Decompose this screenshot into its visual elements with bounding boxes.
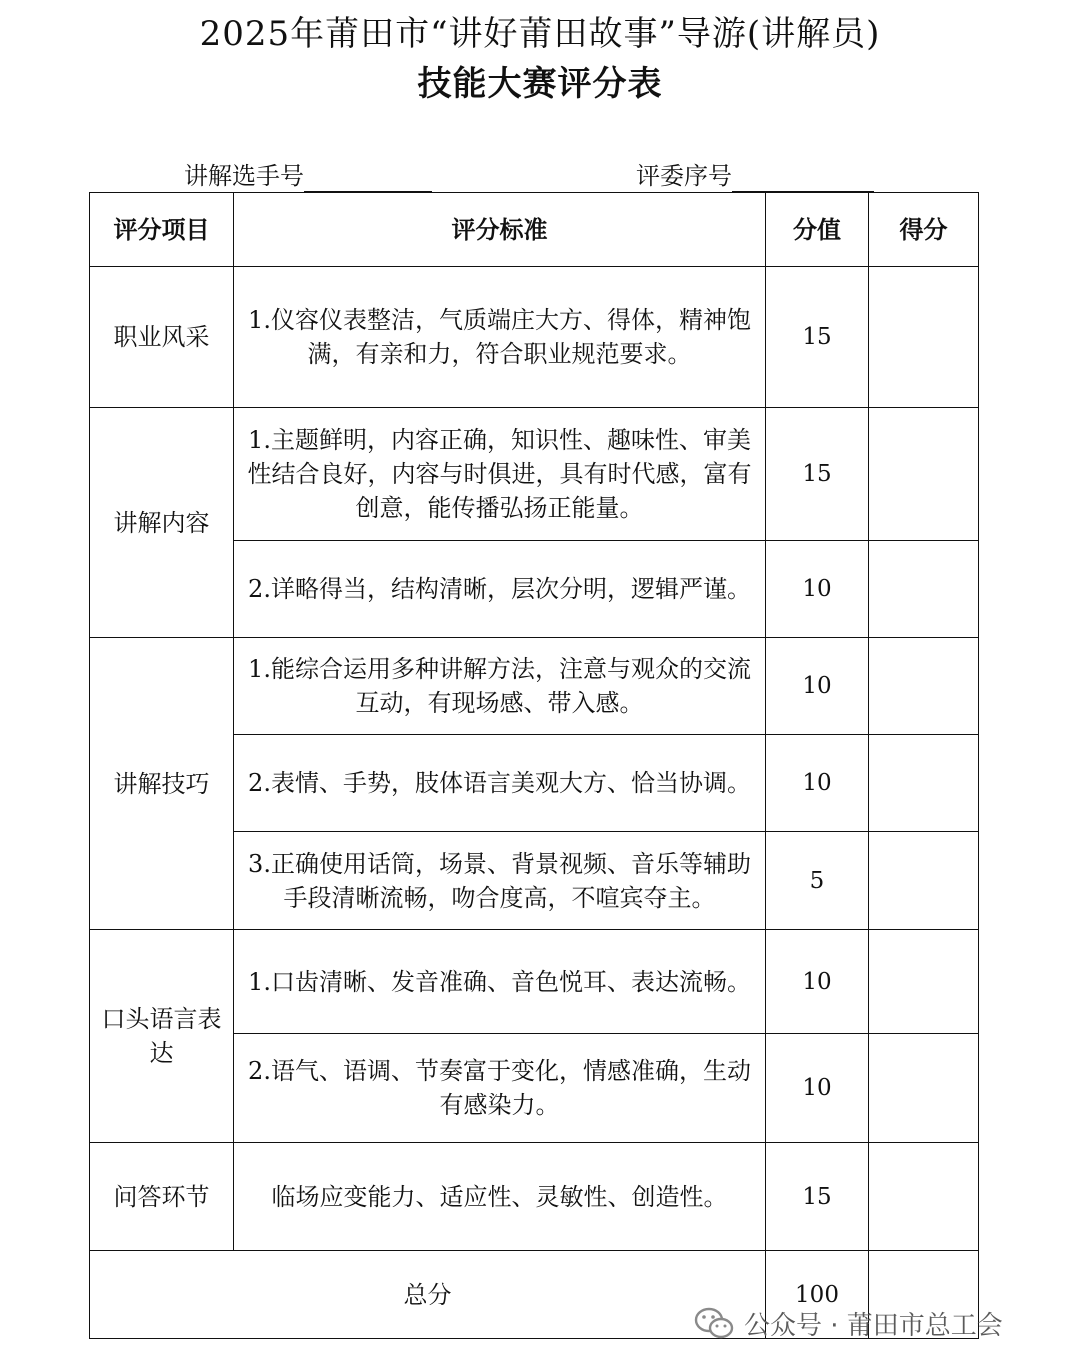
category-cell: 讲解内容 — [90, 408, 234, 638]
table-row — [90, 267, 979, 408]
score-cell[interactable] — [869, 832, 979, 930]
points-cell: 10 — [766, 638, 869, 735]
header-item: 评分项目 — [90, 193, 234, 267]
score-cell[interactable] — [869, 1143, 979, 1251]
wechat-icon — [694, 1305, 734, 1341]
points-cell: 15 — [766, 1143, 869, 1251]
total-label: 总分 — [90, 1251, 766, 1339]
criteria-cell: 1.主题鲜明，内容正确，知识性、趣味性、审美性结合良好，内容与时俱进，具有时代感，富有创意，能传播弘扬正能量。 — [234, 408, 766, 541]
contestant-number-blank — [304, 165, 432, 192]
score-cell[interactable] — [869, 638, 979, 735]
judge-number-label: 评委序号 — [636, 162, 732, 190]
criteria-cell: 2.语气、语调、节奏富于变化，情感准确，生动有感染力。 — [234, 1034, 766, 1143]
score-cell[interactable] — [869, 267, 979, 408]
table-row — [90, 1143, 979, 1251]
score-cell[interactable] — [869, 930, 979, 1034]
judge-number-blank — [732, 165, 874, 192]
contestant-number-field — [184, 160, 432, 192]
points-cell: 10 — [766, 1034, 869, 1143]
criteria-cell: 3.正确使用话筒，场景、背景视频、音乐等辅助手段清晰流畅，吻合度高，不喧宾夺主。 — [234, 832, 766, 930]
header-score: 得分 — [869, 193, 979, 267]
criteria-cell: 临场应变能力、适应性、灵敏性、创造性。 — [234, 1143, 766, 1251]
score-cell[interactable] — [869, 735, 979, 832]
watermark — [694, 1301, 1003, 1345]
header-criteria: 评分标准 — [234, 193, 766, 267]
header-points: 分值 — [766, 193, 869, 267]
points-cell: 5 — [766, 832, 869, 930]
criteria-cell: 1.能综合运用多种讲解方法，注意与观众的交流互动，有现场感、带入感。 — [234, 638, 766, 735]
watermark-text: 公众号 · 莆田市总工会 — [744, 1310, 1003, 1341]
contestant-number-label: 讲解选手号 — [184, 162, 304, 190]
category-cell: 口头语言表达 — [90, 930, 234, 1143]
score-cell[interactable] — [869, 541, 979, 638]
category-cell: 职业风采 — [90, 267, 234, 408]
table-row — [90, 408, 979, 541]
total-points: 100 — [766, 1251, 869, 1339]
points-cell: 15 — [766, 267, 869, 408]
judge-number-field — [636, 160, 874, 192]
page-title: 2025年莆田市“讲好莆田故事”导游(讲解员) — [199, 14, 881, 54]
criteria-cell: 1.口齿清晰、发音准确、音色悦耳、表达流畅。 — [234, 930, 766, 1034]
page-subtitle: 技能大赛评分表 — [417, 64, 663, 104]
score-table — [89, 192, 979, 1339]
category-cell: 讲解技巧 — [90, 638, 234, 930]
criteria-cell: 2.表情、手势，肢体语言美观大方、恰当协调。 — [234, 735, 766, 832]
table-row — [90, 930, 979, 1034]
criteria-cell: 1.仪容仪表整洁，气质端庄大方、得体，精神饱满，有亲和力，符合职业规范要求。 — [234, 267, 766, 408]
points-cell: 10 — [766, 735, 869, 832]
criteria-cell: 2.详略得当，结构清晰，层次分明，逻辑严谨。 — [234, 541, 766, 638]
header-row — [90, 193, 979, 267]
table-row — [90, 638, 979, 735]
points-cell: 10 — [766, 930, 869, 1034]
score-cell[interactable] — [869, 1034, 979, 1143]
points-cell: 10 — [766, 541, 869, 638]
category-cell: 问答环节 — [90, 1143, 234, 1251]
score-cell[interactable] — [869, 408, 979, 541]
points-cell: 15 — [766, 408, 869, 541]
